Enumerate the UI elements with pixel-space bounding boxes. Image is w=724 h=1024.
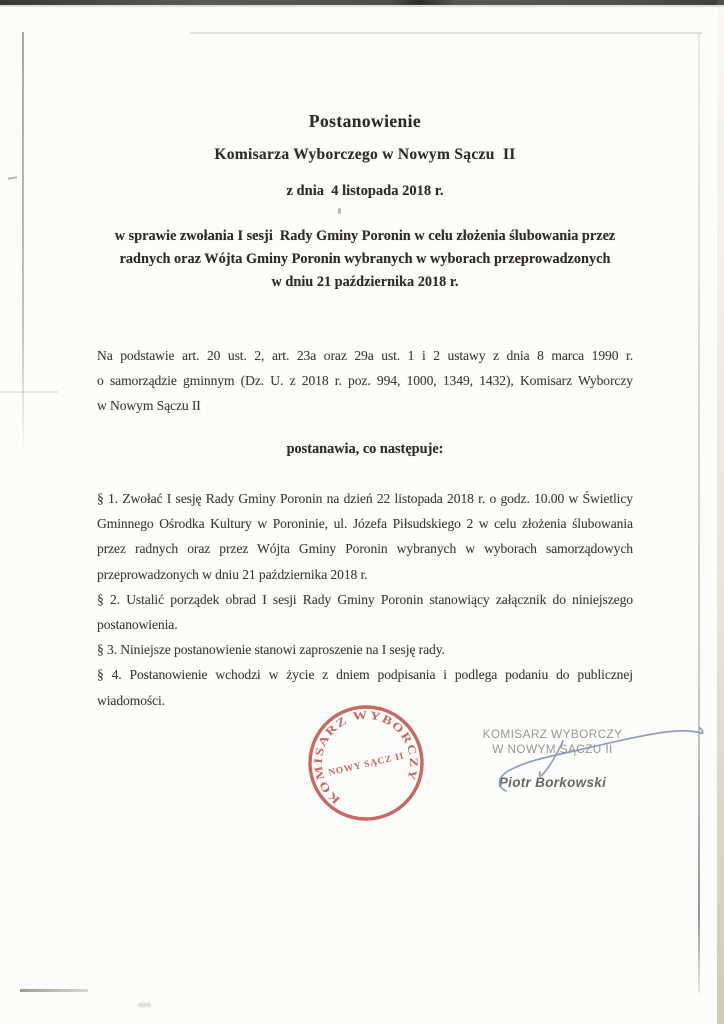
section-paragraph-4: § 4. Postanowienie wchodzi w życie z dniem podpisania i podlega podaniu do publicznej wiadomości. <box>97 667 633 708</box>
svg-text:KOMISARZ WYBORCZY <box>306 703 424 808</box>
signatory-title-line1: KOMISARZ WYBORCZY <box>482 727 623 741</box>
stamp-center-text: NOWY SĄCZ II <box>327 751 406 779</box>
stamp-ring-text: KOMISARZ WYBORCZY <box>312 709 419 806</box>
scan-streak <box>0 391 58 393</box>
paper-fold-line <box>22 32 24 455</box>
scan-speckle <box>8 176 17 179</box>
document-title: Postanowienie <box>308 111 422 131</box>
document-date: z dnia 4 listopada 2018 r. <box>286 183 444 199</box>
sections-block <box>97 486 633 713</box>
document-authority: Komisarza Wyborczego w Nowym Sączu II <box>214 146 516 163</box>
scanner-background-strip <box>717 0 724 1024</box>
section-paragraph-1: § 1. Zwołać I sesję Rady Gminy Poronin na dzień 22 listopada 2018 r. o godz. 10.00 w Świetlicy Gminnego Ośrodka Kultury w Poroninie, ul. Józefa Piłsudskiego 2 w celu złożenia ślubowania przez radnych oraz przez Wójta Gminy Poronin wybranych w wyborach samorządowych przeprowadzonych w dniu 21 października 2018 r. <box>97 491 633 582</box>
electoral-commissioner-stamp <box>296 693 436 833</box>
section-paragraph-3: § 3. Niniejsze postanowienie stanowi zaproszenie na I sesję rady. <box>97 642 445 658</box>
section-paragraph-2: § 2. Ustalić porządek obrad I sesji Rady Gminy Poronin stanowiący załącznik do niniejszego postanowienia. <box>97 591 633 633</box>
paper-edge-right <box>698 33 700 993</box>
document-content <box>97 0 633 1024</box>
legal-basis-paragraph: Na podstawie art. 20 ust. 2, art. 23a oraz 29a ust. 1 i 2 ustawy z dnia 8 marca 1990 r. o samorządzie gminnym (Dz. U. z 2018 r. poz. 994, 1000, 1349, 1432), Komisarz Wyborczy w Nowym Sączu II <box>97 348 633 414</box>
signature-stroke-long <box>499 728 702 791</box>
scan-line-bottom <box>20 989 88 992</box>
signatory-title-line2: W NOWYM SĄCZU II <box>492 742 613 756</box>
signatory-name: Piotr Borkowski <box>498 775 607 790</box>
handwritten-signature-ink <box>470 712 720 807</box>
operative-heading: postanawia, co następuje: <box>286 441 444 457</box>
document-subject: w sprawie zwołania I sesji Rady Gminy Poronin w celu złożenia ślubowania przez radnych oraz Wójta Gminy Poronin wybranych w wyborach przeprowadzonych w dniu 21 października 2018 r. <box>114 228 616 291</box>
